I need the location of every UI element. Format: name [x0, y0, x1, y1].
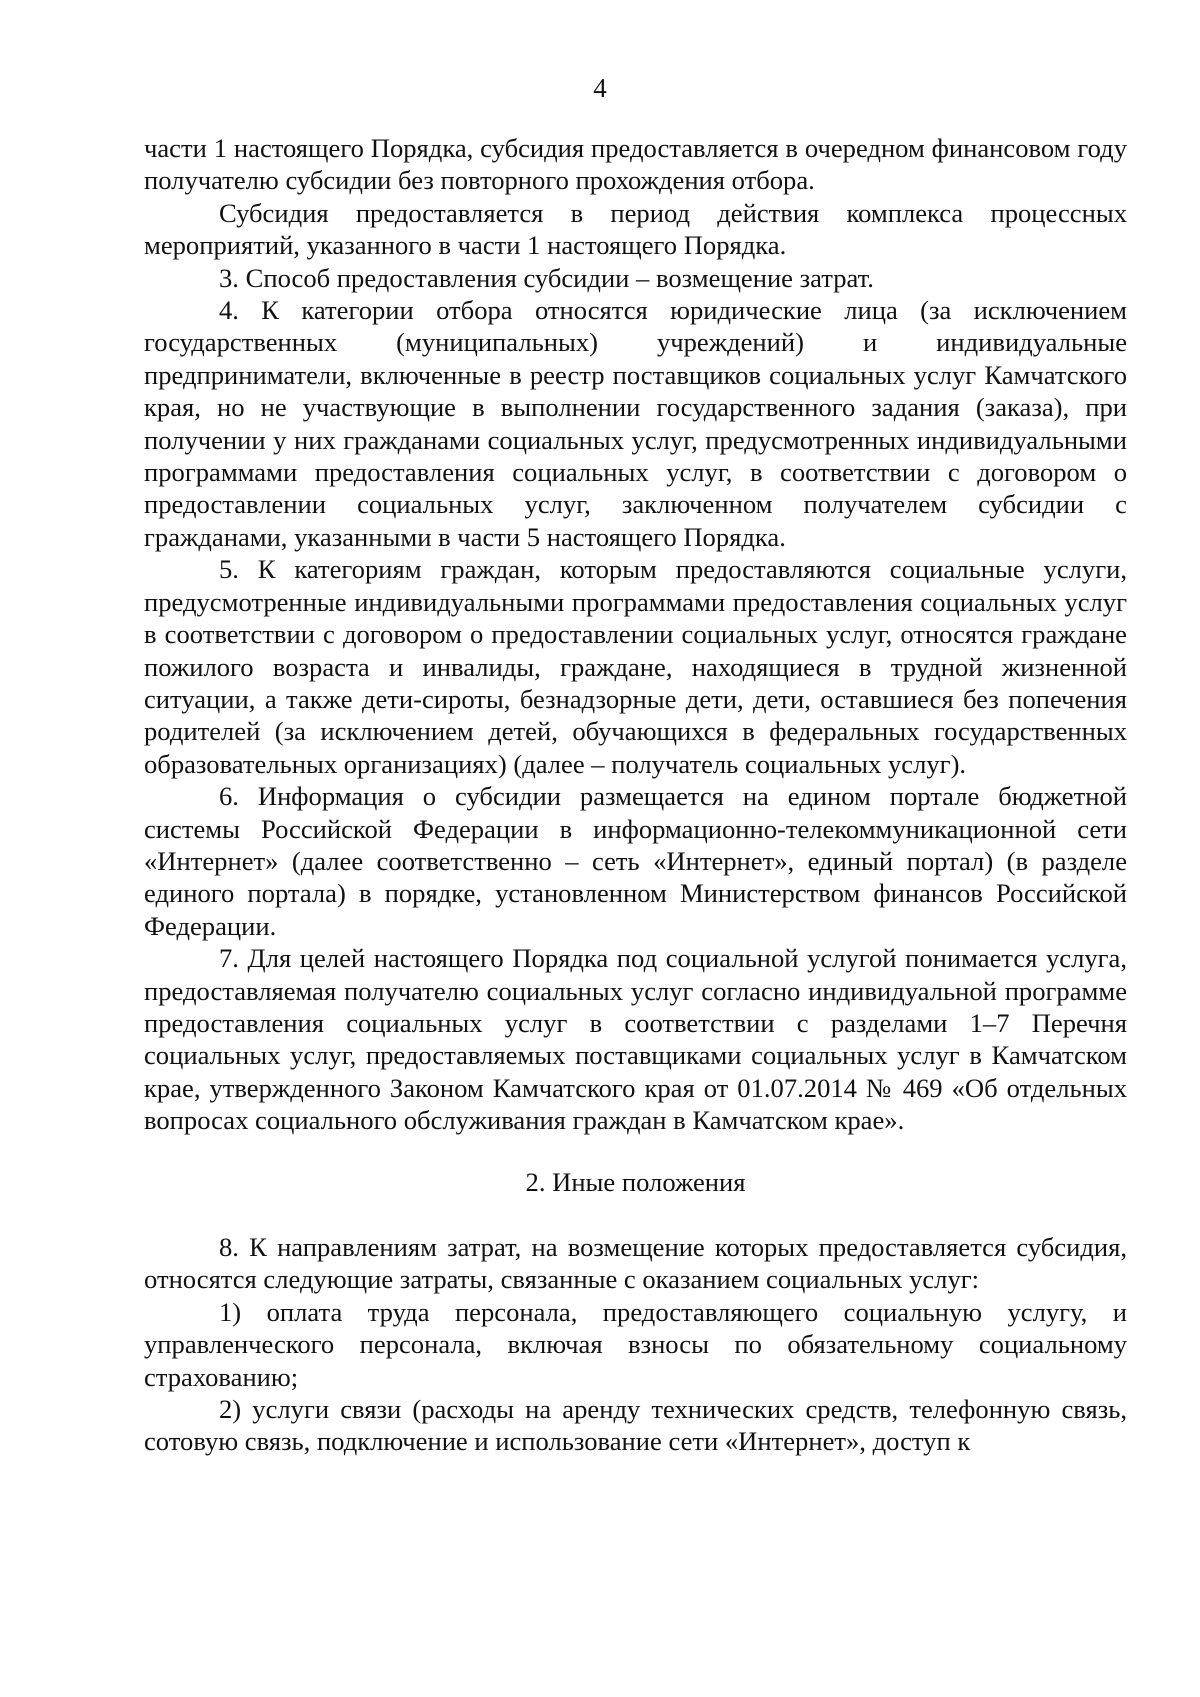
document-body	[144, 132, 1127, 1458]
paragraph-item-6: 6. Информация о субсидии размещается на едином портале бюджетной системы Российской Федерации в информационно-телекоммуникационной сети «Интернет» (далее соответственно – сеть «Интернет», единый портал) (в разделе единого портала) в порядке, установленном Министерством финансов Российской Федерации.	[144, 781, 1127, 941]
paragraph-continuation: части 1 настоящего Порядка, субсидия предоставляется в очередном финансовом году получателю субсидии без повторного прохождения отбора.	[144, 133, 1127, 196]
paragraph-item-7: 7. Для целей настоящего Порядка под социальной услугой понимается услуга, предоставляемая получателю социальных услуг согласно индивидуальной программе предоставления социальных услуг в соответствии с разделами 1–7 Перечня социальных услуг, предоставляемых поставщиками социальных услуг в Камчатском крае, утвержденного Законом Камчатского края от 01.07.2014 № 469 «Об отдельных вопросах социального обслуживания граждан в Камчатском крае».	[144, 943, 1127, 1136]
paragraph-subitem-1: 1) оплата труда персонала, предоставляющего социальную услугу, и управленческого персонала, включая взносы по обязательному социальному страхованию;	[144, 1296, 1127, 1392]
paragraph-subitem-2: 2) услуги связи (расходы на аренду технических средств, телефонную связь, сотовую связь, подключение и использование сети «Интернет», доступ к	[144, 1394, 1127, 1457]
paragraph-subsidy-period: Субсидия предоставляется в период действия комплекса процессных мероприятий, указанного в части 1 настоящего Порядка.	[144, 197, 1127, 261]
paragraph-item-3: 3. Способ предоставления субсидии – возмещение затрат.	[219, 262, 874, 293]
paragraph-item-5: 5. К категориям граждан, которым предоставляются социальные услуги, предусмотренные индивидуальными программами предоставления социальных услуг в соответствии с договором о предоставлении социальных услуг, относятся граждане пожилого возраста и инвалиды, граждане, находящиеся в трудной жизненной ситуации, а также дети-сироты, безнадзорные дети, дети, оставшиеся без попечения родителей (за исключением детей, обучающихся в федеральных государственных образовательных организациях) (далее – получатель социальных услуг).	[144, 554, 1127, 779]
paragraph-item-4: 4. К категории отбора относятся юридические лица (за исключением государственных (муниципальных) учреждений) и индивидуальные предприниматели, включенные в реестр поставщиков социальных услуг Камчатского края, но не участвующие в выполнении государственного задания (заказа), при получении у них гражданами социальных услуг, предусмотренных индивидуальными программами предоставления социальных услуг, в соответствии с договором о предоставлении социальных услуг, заключенном получателем субсидии с гражданами, указанными в части 5 настоящего Порядка.	[144, 295, 1127, 552]
section-heading: 2. Иные положения	[525, 1166, 746, 1197]
paragraph-item-8: 8. К направлениям затрат, на возмещение которых предоставляется субсидия, относятся следующие затраты, связанные с оказанием социальных услуг:	[144, 1232, 1127, 1295]
page-number: 4	[593, 73, 607, 103]
